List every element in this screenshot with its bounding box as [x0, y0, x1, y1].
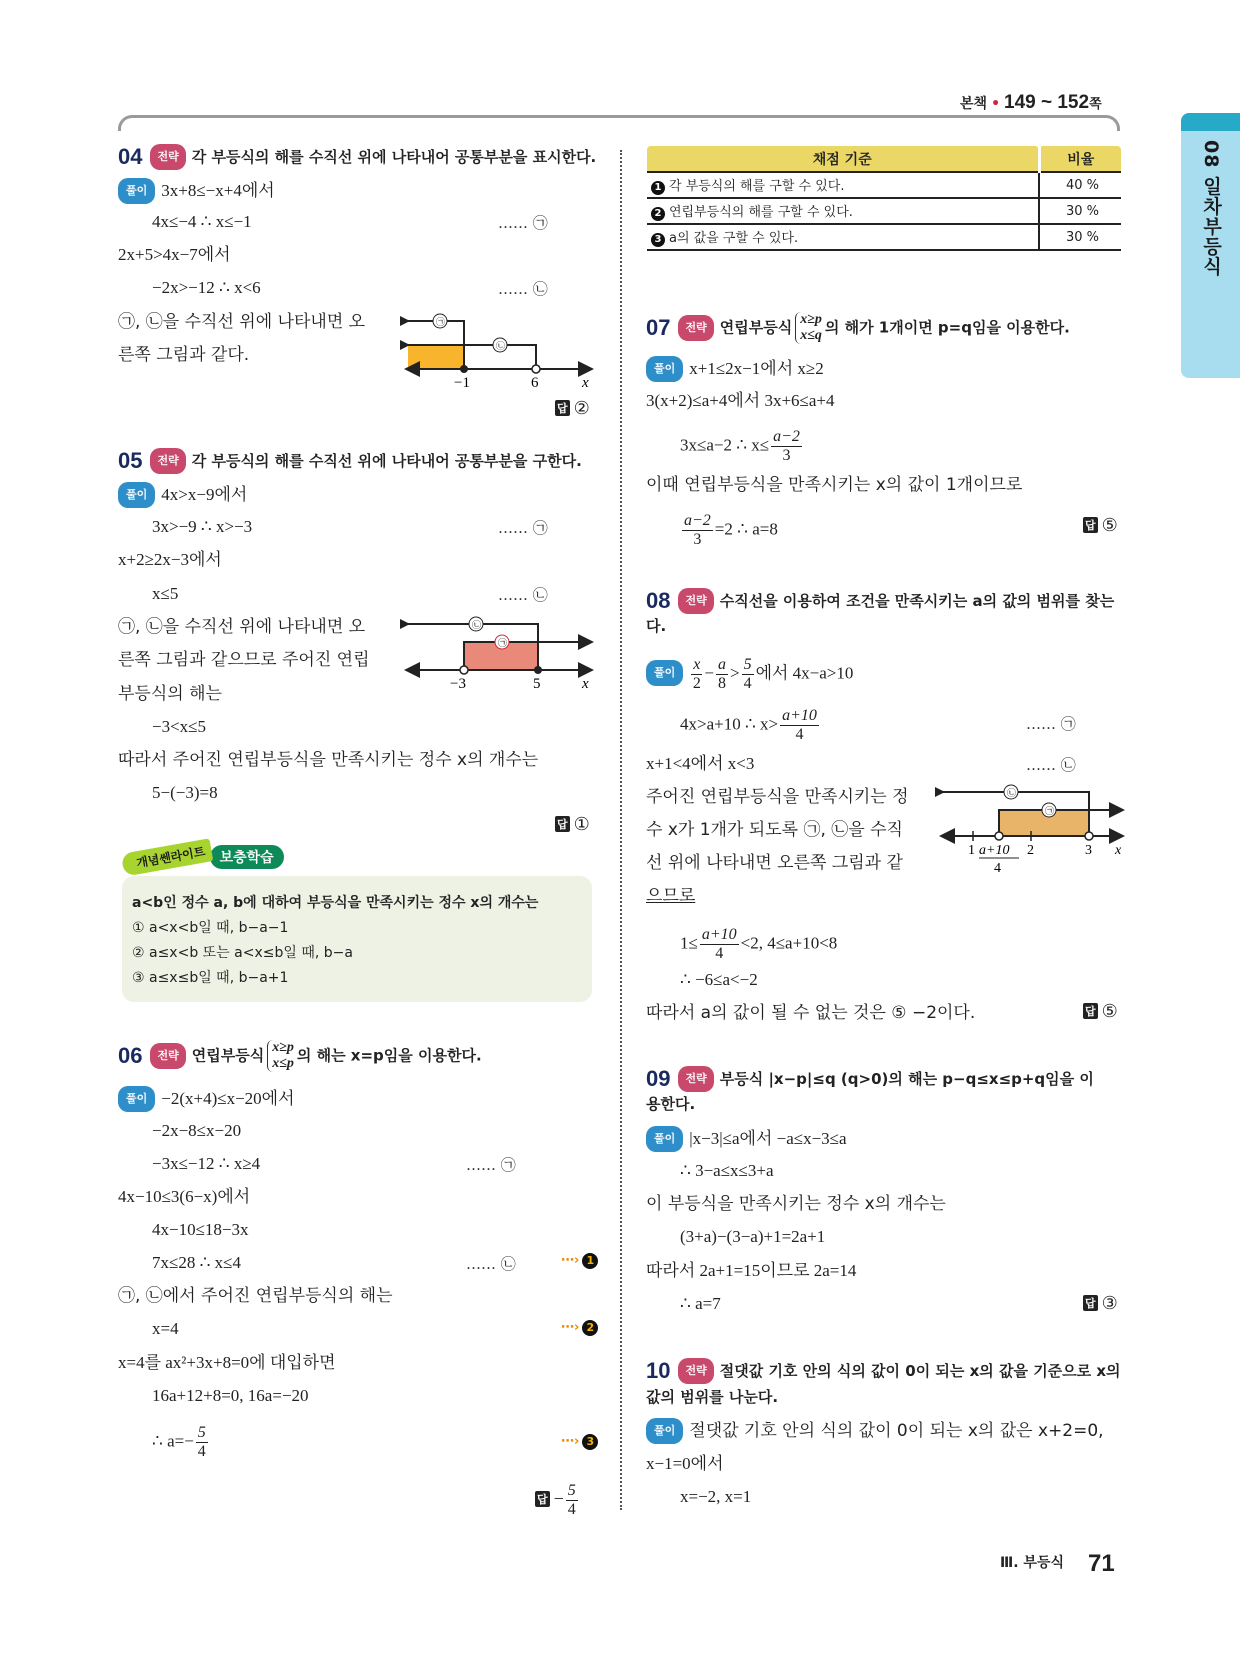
solution-line: 3(x+2)≤a+4에서 3x+6≤a+4	[646, 391, 835, 410]
equation: −2(x+4)≤x−20에서	[161, 1089, 295, 1108]
solution-line: x+2≥2x−3에서	[118, 550, 222, 569]
problem-number: 10	[646, 1358, 671, 1383]
chapter-side-tab-label: 08 일차부등식	[1200, 140, 1222, 277]
step-marker-2: ⋯› 2	[561, 1320, 598, 1336]
concept-label	[122, 845, 284, 869]
svg-text:4: 4	[994, 861, 1001, 876]
solution-line: 3x≤a−2 ∴ x≤ $\frac{a-2}{3}$	[680, 428, 800, 464]
column-divider	[620, 150, 622, 1510]
solution-line: 이 부등식을 만족시키는 정수 x의 개수는	[646, 1194, 946, 1214]
problem-08-header	[646, 588, 1114, 614]
solution-line	[118, 482, 247, 508]
marker-giyeok: …… ㉠	[498, 214, 548, 232]
solution-line: x≤5	[152, 584, 179, 603]
solution-line: −2x−8≤x−20	[152, 1121, 242, 1140]
svg-text:5: 5	[533, 676, 541, 692]
fraction: $\frac{5}{4}$	[197, 1424, 206, 1460]
svg-text:−1: −1	[454, 375, 470, 390]
solution-line: 따라서 주어진 연립부등식을 만족시키는 정수 x의 개수는	[118, 750, 539, 770]
solution-line: 따라서 a의 값이 될 수 없는 것은 ⑤ −2이다.	[646, 1003, 976, 1023]
number-line-graph-05	[400, 608, 600, 693]
solution-line: 4x>a+10 ∴ x> $\frac{a+10}{4}$	[680, 707, 817, 743]
marker-giyeok: …… ㉠	[1026, 715, 1076, 733]
solution-line	[646, 1418, 1104, 1444]
fraction: $\frac{a-2}{3}$	[773, 428, 800, 464]
svg-text:2: 2	[1027, 843, 1034, 858]
solution-line: 따라서 2a+1=15이므로 2a=14	[646, 1261, 857, 1280]
concept-line: ③ a≤x≤b일 때, b−a+1	[132, 970, 289, 986]
answer-value: ①	[573, 814, 590, 835]
solution-line: 른쪽 그림과 같다.	[118, 345, 250, 365]
step-marker-3: ⋯› 3	[561, 1434, 598, 1450]
equation: 절댓값 기호 안의 식의 값이 0이 되는 x의 값은 x+2=0,	[689, 1421, 1104, 1441]
problem-09-header	[646, 1066, 1094, 1092]
answer-09	[1083, 1293, 1118, 1314]
strategy-badge: 전략	[678, 315, 713, 341]
step-marker-1: ⋯› 1	[561, 1253, 598, 1269]
svg-text:㉡: ㉡	[496, 341, 506, 351]
table-row: 2 연립부등식의 해를 구할 수 있다. 30 %	[647, 198, 1121, 224]
concept-line: a<b인 정수 a, b에 대하여 부등식을 만족시키는 정수 x의 개수는	[132, 895, 539, 911]
strategy-text: 절댓값 기호 안의 식의 값이 0이 되는 x의 값을 기준으로 x의	[719, 1362, 1121, 1380]
svg-text:㉠: ㉠	[436, 317, 446, 327]
answer-07	[1083, 515, 1118, 536]
page-range: 149 ~ 152	[1004, 92, 1090, 113]
marker-nieun: …… ㉡	[466, 1255, 516, 1273]
solution-line: x=−2, x=1	[680, 1487, 752, 1506]
marker-nieun: …… ㉡	[498, 586, 548, 604]
answer-value: ③	[1101, 1293, 1118, 1314]
problem-04-header	[118, 144, 596, 170]
strategy-text: 부등식 |x−p|≤q (q>0)의 해는 p−q≤x≤p+q임을 이	[719, 1070, 1094, 1088]
solution-line: ㉠, ㉡을 수직선 위에 나타내면 오	[118, 617, 366, 637]
solution-badge: 풀이	[646, 356, 683, 382]
solution-line: 부등식의 해는	[118, 684, 222, 704]
marker-nieun: …… ㉡	[1026, 756, 1076, 774]
strategy-badge: 전략	[678, 1358, 713, 1384]
problem-number: 09	[646, 1066, 671, 1091]
equation: x+1≤2x−1에서 x≥2	[689, 359, 824, 378]
concept-line: ① a<x<b일 때, b−a−1	[132, 920, 289, 936]
solution-line: x=4를 ax²+3x+8=0에 대입하면	[118, 1353, 336, 1372]
strategy-text: 수직선을 이용하여 조건을 만족시키는 a의 값의 범위를 찾는	[719, 592, 1115, 610]
solution-line: −2x>−12 ∴ x<6	[152, 278, 261, 297]
answer-value: ⑤	[1101, 1001, 1118, 1022]
solution-line: ∴ 3−a≤x≤3+a	[680, 1161, 774, 1180]
answer-08	[1083, 1001, 1118, 1022]
table-header-criteria: 채점 기준	[647, 146, 1039, 172]
answer-value: ⑤	[1101, 515, 1118, 536]
answer-badge: 답	[557, 402, 568, 415]
marker-nieun: …… ㉡	[498, 280, 548, 298]
solution-badge: 풀이	[118, 482, 155, 508]
strategy-text-cont: 다.	[646, 617, 667, 635]
solution-line: −3x≤−12 ∴ x≥4	[152, 1154, 261, 1173]
solution-line	[118, 1086, 295, 1112]
solution-line: 16a+12+8=0, 16a=−20	[152, 1386, 309, 1405]
solution-line: x−1=0에서	[646, 1454, 724, 1473]
solution-line: ∴ a=7	[680, 1294, 721, 1313]
svg-text:−3: −3	[450, 676, 466, 692]
solution-line: 2x+5>4x−7에서	[118, 245, 231, 264]
answer-04	[555, 398, 590, 419]
strategy-badge: 전략	[678, 588, 713, 614]
strategy-text: 의 해가 1개이면 p=q임을 이용한다.	[824, 318, 1070, 337]
svg-text:x: x	[582, 676, 589, 692]
marker-giyeok: …… ㉠	[498, 519, 548, 537]
solution-line	[118, 178, 275, 204]
marker-giyeok: …… ㉠	[466, 1156, 516, 1174]
solution-line: 른쪽 그림과 같으므로 주어진 연립	[118, 650, 370, 670]
inequality-system: x≥p x≤p	[267, 1040, 294, 1072]
solution-badge: 풀이	[646, 660, 683, 686]
problem-07-header	[646, 312, 1070, 344]
answer-06: 답 − $\frac{5}{4}$	[537, 1482, 576, 1518]
svg-text:㉠: ㉠	[498, 638, 508, 648]
solution-line	[646, 1126, 847, 1152]
solution-line: ∴ a=− $\frac{5}{4}$	[152, 1424, 206, 1460]
solution-line: 선 위에 나타내면 오른쪽 그림과 같	[646, 853, 903, 873]
svg-text:3: 3	[1085, 843, 1092, 858]
solution-line: x=4	[152, 1319, 179, 1338]
solution-line: 3x>−9 ∴ x>−3	[152, 517, 253, 536]
equation: 3x+8≤−x+4에서	[161, 181, 275, 200]
problem-number: 07	[646, 314, 671, 340]
solution-line	[646, 356, 824, 382]
book-label: 본책	[960, 96, 988, 112]
strategy-text: 의 해는 x=p임을 이용한다.	[296, 1046, 482, 1065]
strategy-text: 연립부등식	[191, 1046, 265, 1065]
strategy-text: 각 부등식의 해를 수직선 위에 나타내어 공통부분을 구한다.	[191, 452, 582, 470]
header-rule	[118, 115, 1120, 131]
strategy-text: 각 부등식의 해를 수직선 위에 나타내어 공통부분을 표시한다.	[191, 148, 597, 166]
solution-badge: 풀이	[646, 1418, 683, 1444]
concept-line: ② a≤x<b 또는 a<x≤b일 때, b−a	[132, 945, 353, 961]
answer-value: ②	[573, 398, 590, 419]
solution-line: 수 x가 1개가 되도록 ㉠, ㉡을 수직	[646, 820, 903, 840]
solution-line: 7x≤28 ∴ x≤4	[152, 1253, 241, 1272]
solution-line: −3<x≤5	[152, 717, 207, 736]
solution-line: ㉠, ㉡에서 주어진 연립부등식의 해는	[118, 1286, 393, 1306]
chapter-label: Ⅲ. 부등식	[1000, 1555, 1064, 1571]
strategy-text-cont: 값의 범위를 나눈다.	[646, 1388, 779, 1406]
number-line-graph-04	[400, 305, 600, 390]
strategy-badge: 전략	[150, 1043, 185, 1069]
inequality-system: x≥p x≤q	[795, 312, 822, 344]
solution-line: 으므로	[646, 886, 696, 906]
answer-badge: 답	[1085, 1297, 1096, 1310]
svg-text:㉡: ㉡	[1007, 788, 1017, 798]
book-page-reference	[960, 92, 1102, 114]
svg-text:a+10: a+10	[979, 843, 1010, 858]
solution-badge: 풀이	[118, 178, 155, 204]
svg-text:1: 1	[968, 843, 975, 858]
problem-05-header	[118, 448, 582, 474]
problem-06-header	[118, 1040, 482, 1072]
table-header-ratio: 비율	[1039, 146, 1121, 172]
answer-badge: 답	[557, 818, 568, 831]
problem-10-header	[646, 1358, 1121, 1384]
solution-line: 풀이 $\frac{x}{2}$ − $\frac{a}{8}$ > $\frac{5}{4}$ 에서 4x−a>10	[646, 656, 853, 693]
problem-number: 05	[118, 448, 143, 473]
strategy-badge: 전략	[678, 1066, 713, 1092]
solution-line: $\frac{a-2}{3}$ =2 ∴ a=8	[684, 512, 778, 548]
solution-line: ㉠, ㉡을 수직선 위에 나타내면 오	[118, 312, 366, 332]
problem-number: 08	[646, 588, 671, 613]
solution-badge: 풀이	[118, 1086, 155, 1112]
answer-badge: 답	[1085, 1005, 1096, 1018]
solution-line: 주어진 연립부등식을 만족시키는 정	[646, 787, 909, 807]
solution-line: 4x≤−4 ∴ x≤−1	[152, 212, 252, 231]
answer-05	[555, 814, 590, 835]
table-row: 1 각 부등식의 해를 구할 수 있다. 40 %	[647, 172, 1121, 198]
answer-badge: 답	[1085, 519, 1096, 532]
page-number: 71	[1088, 1550, 1115, 1577]
number-line-graph-08	[935, 782, 1130, 877]
solution-badge: 풀이	[646, 1126, 683, 1152]
table-row: 3 a의 값을 구할 수 있다. 30 %	[647, 224, 1121, 250]
svg-text:x: x	[582, 375, 589, 390]
strategy-text-cont: 용한다.	[646, 1095, 696, 1113]
solution-line: ∴ −6≤a<−2	[680, 970, 758, 989]
svg-text:x: x	[1115, 843, 1122, 858]
solution-line: 4x−10≤3(6−x)에서	[118, 1187, 251, 1206]
solution-line: 4x−10≤18−3x	[152, 1220, 249, 1239]
problem-number: 04	[118, 144, 143, 169]
concept-brand: 개념쎈라이트	[121, 838, 213, 876]
equation: 4x>x−9에서	[161, 485, 248, 504]
svg-text:㉡: ㉡	[472, 620, 482, 630]
svg-text:6: 6	[531, 375, 539, 390]
bullet-dot-icon: •	[991, 96, 1001, 112]
solution-line: x+1<4에서 x<3	[646, 754, 755, 773]
concept-tag: 보충학습	[210, 845, 284, 869]
problem-number: 06	[118, 1042, 143, 1068]
solution-line: 이때 연립부등식을 만족시키는 x의 값이 1개이므로	[646, 475, 1023, 495]
fraction: $\frac{a-2}{3}$	[684, 512, 711, 548]
solution-line: 1≤ $\frac{a+10}{4}$ <2, 4≤a+10<8	[680, 926, 838, 962]
solution-line: 5−(−3)=8	[152, 783, 218, 802]
svg-text:㉠: ㉠	[1045, 806, 1055, 816]
page-footer	[1000, 1550, 1115, 1578]
equation: |x−3|≤a에서 −a≤x−3≤a	[689, 1129, 847, 1148]
answer-badge: 답	[535, 1491, 550, 1507]
strategy-text: 연립부등식	[719, 318, 793, 337]
strategy-badge: 전략	[150, 448, 185, 474]
solution-line: (3+a)−(3−a)+1=2a+1	[680, 1227, 826, 1246]
strategy-badge: 전략	[150, 144, 185, 170]
page-suffix: 쪽	[1089, 97, 1102, 112]
scoring-criteria-table	[647, 146, 1121, 251]
